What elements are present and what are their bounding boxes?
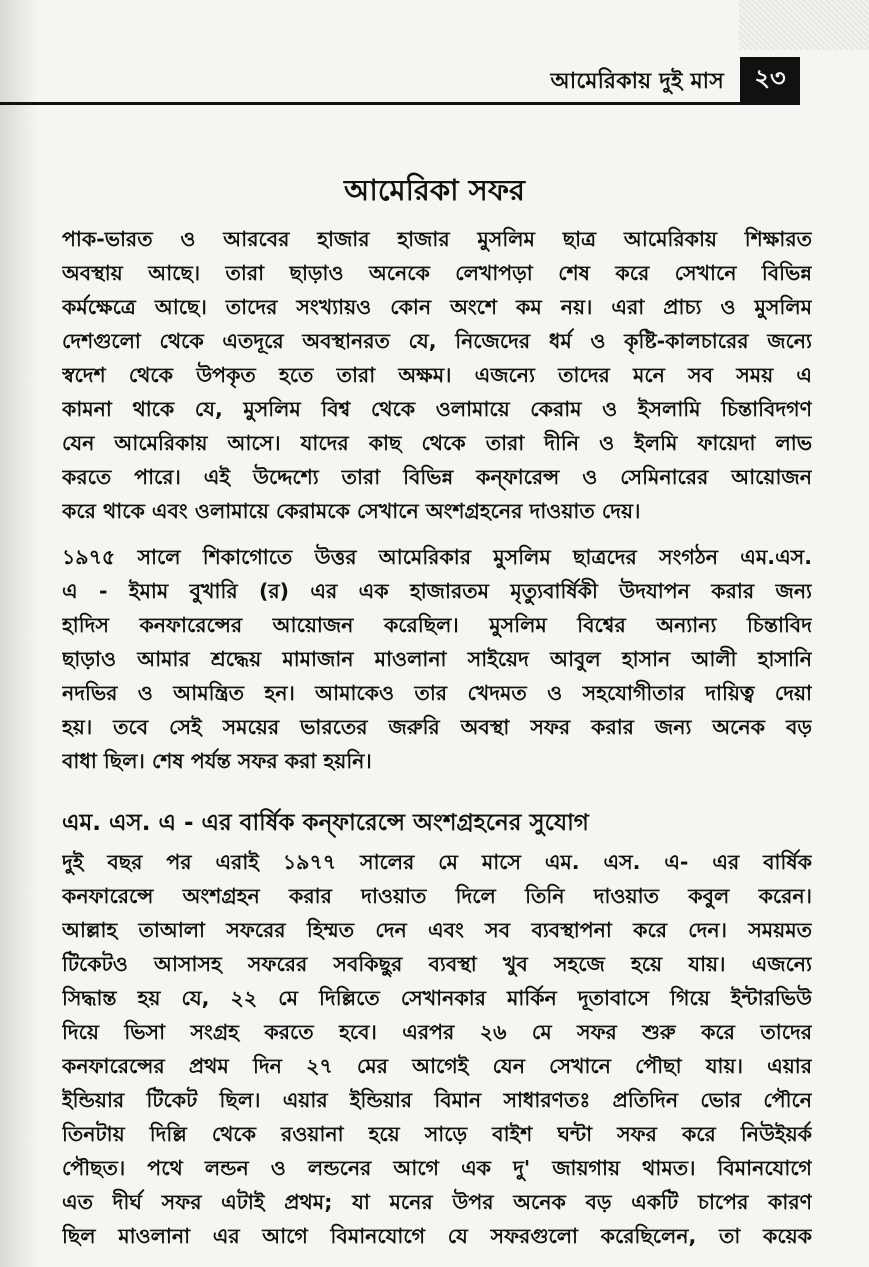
text-line: দেশগুলো থেকে এতদূরে অবস্থানরত যে, নিজেদের ধর্ম ও কৃষ্টি-কালচারের জন্যে	[62, 329, 812, 353]
text-line: ইন্ডিয়ার টিকেট ছিল। এয়ার ইন্ডিয়ার বিমান সাধারণতঃ প্রতিদিন ভোর পৌনে	[62, 1088, 812, 1112]
text-line: যেন আমেরিকায় আসে। যাদের কাছ থেকে তারা দীনি ও ইলমি ফায়েদা লাভ	[62, 431, 812, 455]
text-line: নদভির ও আমন্ত্রিত হন। আমাকেও তার খেদমত ও সহযোগীতার দায়িত্ব দেয়া	[62, 681, 812, 705]
text-line: তিনটায় দিল্লি থেকে রওয়ানা হয়ে সাড়ে বাইশ ঘন্টা সফর করে নিউইয়র্ক	[62, 1122, 812, 1146]
text-line: ১৯৭৫ সালে শিকাগোতে উত্তর আমেরিকার মুসলিম ছাত্রদের সংগঠন এম.এস.	[62, 545, 812, 569]
text-line: ছাড়াও আমার শ্রদ্ধেয় মামাজান মাওলানা সাইয়েদ আবুল হাসান আলী হাসানি	[62, 647, 812, 671]
text-line: স্বদেশ থেকে উপকৃত হতে তারা অক্ষম। এজন্যে তাদের মনে সব সময় এ	[62, 363, 812, 387]
text-line: এত দীর্ঘ সফর এটাই প্রথম; যা মনের উপর অনেক বড় একটি চাপের কারণ	[62, 1190, 812, 1214]
text-line: পাক-ভারত ও আরবের হাজার হাজার মুসলিম ছাত্র আমেরিকায় শিক্ষারত	[62, 227, 812, 251]
text-line: আল্লাহ তাআলা সফরের হিম্মত দেন এবং সব ব্যবস্থাপনা করে দেন। সময়মত	[62, 918, 812, 942]
chapter-title: আমেরিকা সফর	[344, 173, 525, 207]
text-line: কর্মক্ষেত্রে আছে। তাদের সংখ্যায়ও কোন অংশে কম নয়। এরা প্রাচ্য ও মুসলিম	[62, 295, 812, 319]
text-line: অবস্থায় আছে। তারা ছাড়াও অনেকে লেখাপড়া শেষ করে সেখানে বিভিন্ন	[62, 261, 812, 285]
scan-corner-texture	[739, 0, 869, 50]
paragraph-2	[62, 540, 812, 778]
text-line: বাধা ছিল। শেষ পর্যন্ত সফর করা হয়নি।	[62, 749, 372, 773]
text-line: কামনা থাকে যে, মুসলিম বিশ্ব থেকে ওলামায়ে কেরাম ও ইসলামি চিন্তাবিদগণ	[62, 397, 812, 421]
text-line: ছিল মাওলানা এর আগে বিমানযোগে যে সফরগুলো করেছিলেন, তা কয়েক	[62, 1224, 812, 1248]
text-line: টিকেটও আসাসহ সফরের সবকিছুর ব্যবস্থা খুব সহজে হয়ে যায়। এজন্যে	[62, 952, 812, 976]
text-line: এ - ইমাম বুখারি (র) এর এক হাজারতম মৃত্যুবার্ষিকী উদযাপন করার জন্য	[62, 579, 812, 603]
running-header	[0, 58, 800, 105]
text-line: কনফারেন্সের প্রথম দিন ২৭ মের আগেই যেন সেখানে পৌছা যায়। এয়ার	[62, 1054, 812, 1078]
text-line: করতে পারে। এই উদ্দেশ্যে তারা বিভিন্ন কন্‌ফারেন্স ও সেমিনারের আয়োজন	[62, 465, 812, 489]
page-number: ২৩	[740, 57, 800, 102]
text-line: পৌছত। পথে লন্ডন ও লন্ডনের আগে এক দু' জায়গায় থামত। বিমানযোগে	[62, 1156, 812, 1180]
running-header-title: আমেরিকায় দুই মাস	[550, 69, 724, 94]
text-line: করে থাকে এবং ওলামায়ে কেরামকে সেখানে অংশগ্রহনের দাওয়াত দেয়।	[62, 499, 641, 523]
paragraph-3	[62, 845, 812, 1253]
text-line: হয়। তবে সেই সময়ের ভারতের জরুরি অবস্থা সফর করার জন্য অনেক বড়	[62, 715, 812, 739]
text-line: দিয়ে ভিসা সংগ্রহ করতে হবে। এরপর ২৬ মে সফর শুরু করে তাদের	[62, 1020, 812, 1044]
text-line: হাদিস কনফারেন্সের আয়োজন করেছিল। মুসলিম বিশ্বের অন্যান্য চিন্তাবিদ	[62, 613, 812, 637]
paragraph-1	[62, 222, 812, 528]
text-line: দুই বছর পর এরাই ১৯৭৭ সালের মে মাসে এম. এস. এ- এর বার্ষিক	[62, 850, 812, 874]
text-line: সিদ্ধান্ত হয় যে, ২২ মে দিল্লিতে সেখানকার মার্কিন দূতাবাসে গিয়ে ইন্টারভিউ	[62, 986, 812, 1010]
text-line: কনফারেন্সে অংশগ্রহন করার দাওয়াত দিলে তিনি দাওয়াত কবুল করেন।	[62, 884, 812, 908]
section-heading: এম. এস. এ - এর বার্ষিক কন্‌ফারেন্সে অংশগ্রহনের সুযোগ	[62, 810, 589, 836]
